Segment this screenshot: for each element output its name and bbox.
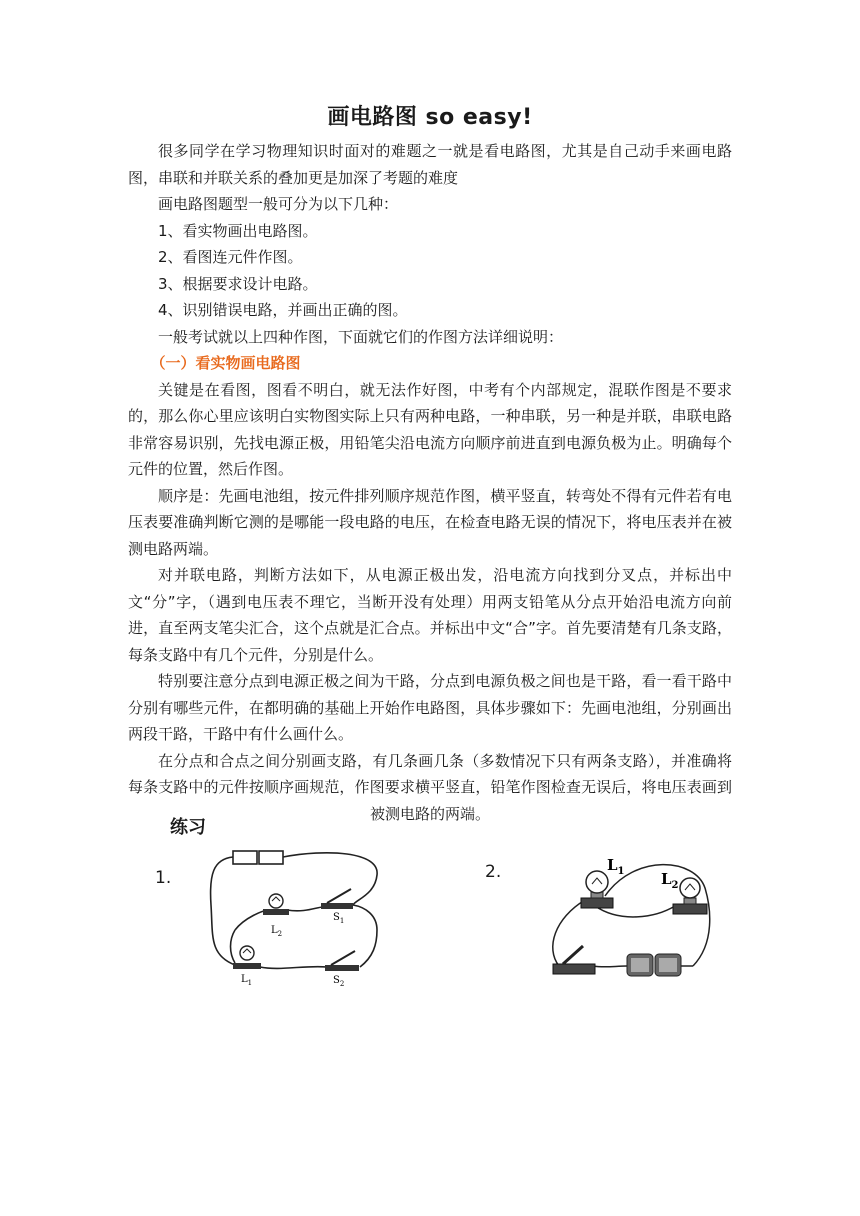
question-1-number: 1. bbox=[155, 868, 172, 888]
section-paragraph: 在分点和合点之间分别画支路，有几条画几条（多数情况下只有两条支路），并准确将每条支路中的元件按顺序画规范，作图要求横平竖直，铅笔作图检查无误后，将电压表画到被测电路的两端。 bbox=[128, 751, 732, 823]
fig1-label-L1: L bbox=[241, 974, 248, 985]
switch-S2-icon bbox=[325, 951, 359, 971]
svg-text:L1 bbox=[607, 856, 625, 877]
fig2-label-L2-sub: 2 bbox=[671, 880, 679, 891]
lamp-L1-icon bbox=[233, 946, 261, 969]
page-title: 画电路图 so easy! bbox=[327, 105, 533, 130]
section-heading: （一）看实物画电路图 bbox=[150, 354, 301, 372]
question-types-intro: 画电路图题型一般可分为以下几种： bbox=[158, 195, 399, 213]
lamp-L1-icon bbox=[581, 871, 613, 908]
section-paragraph: 顺序是：先画电池组，按元件排列顺序规范作图，横平竖直，转弯处不得有元件若有电压表要准确判断它测的是哪能一段电路的电压，在检查电路无误的情况下，将电压表并在被测电路两端。 bbox=[128, 486, 732, 558]
fig1-label-S1: S bbox=[333, 912, 340, 923]
battery-icon bbox=[627, 954, 681, 976]
circuit-figure-2 bbox=[545, 848, 720, 983]
article-body bbox=[128, 138, 732, 827]
question-type-3: 3、根据要求设计电路。 bbox=[158, 274, 318, 293]
fig1-label-L2-sub: 2 bbox=[277, 930, 283, 938]
fig1-label-S2: S bbox=[333, 975, 340, 986]
svg-text:L2 bbox=[271, 925, 282, 938]
switch-S1-icon bbox=[321, 889, 353, 909]
method-intro: 一般考试就以上四种作图，下面就它们的作图方法详细说明： bbox=[158, 327, 564, 346]
section-paragraph: 关键是在看图，图看不明白，就无法作好图，中考有个内部规定，混联作图是不要求的，那么你心里应该明白实物图实际上只有两种电路，一种串联，另一种是并联，串联电路非常容易识别，先找电源正极，用铅笔尖沿电流方向顺序前进直到电源负极为止。明确每个元件的位置，然后作图。 bbox=[128, 380, 732, 478]
section-paragraph: 特别要注意分点到电源正极之间为干路，分点到电源负极之间也是干路，看一看干路中分别有哪些元件，在都明确的基础上开始作电路图，具体步骤如下：先画电池组，分别画出两段干路，干路中有什么画什么。 bbox=[128, 672, 732, 743]
question-type-2: 2、看图连元件作图。 bbox=[158, 248, 303, 266]
fig2-label-L1: L bbox=[607, 856, 618, 874]
lamp-L2-icon bbox=[263, 894, 289, 915]
question-2-number: 2. bbox=[485, 862, 502, 882]
fig1-label-L1-sub: 1 bbox=[247, 979, 253, 987]
fig2-label-L1-sub: 1 bbox=[617, 866, 625, 877]
section-paragraph: 对并联电路，判断方法如下，从电源正极出发，沿电流方向找到分叉点，并标出中文“分”字，（遇到电压表不理它，当断开没有处理）用两支铅笔从分点开始沿电流方向前进，直至两支笔尖汇合，这个点就是汇合点。并标出中文“合”字。首先要清楚有几条支路，每条支路中有几个元件，分别是什么。 bbox=[128, 566, 732, 664]
fig2-label-L2: L bbox=[661, 870, 672, 888]
fig1-label-S1-sub: 1 bbox=[339, 917, 345, 925]
svg-text:L2 bbox=[661, 870, 679, 891]
switch-icon bbox=[553, 946, 595, 974]
practice-heading: 练习 bbox=[170, 817, 206, 838]
question-type-4: 4、识别错误电路，并画出正确的图。 bbox=[158, 301, 408, 319]
question-type-1: 1、看实物画出电路图。 bbox=[158, 221, 318, 240]
circuit-figure-1 bbox=[205, 845, 390, 990]
svg-text:L1 bbox=[241, 974, 252, 987]
fig1-label-S2-sub: 2 bbox=[339, 980, 345, 988]
intro-paragraph: 很多同学在学习物理知识时面对的难题之一就是看电路图，尤其是自己动手来画电路图，串联和并联关系的叠加更是加深了考题的难度 bbox=[128, 142, 732, 187]
fig1-label-L2: L bbox=[271, 925, 278, 936]
svg-text:S1 bbox=[333, 912, 344, 925]
svg-text:S2 bbox=[333, 975, 344, 988]
